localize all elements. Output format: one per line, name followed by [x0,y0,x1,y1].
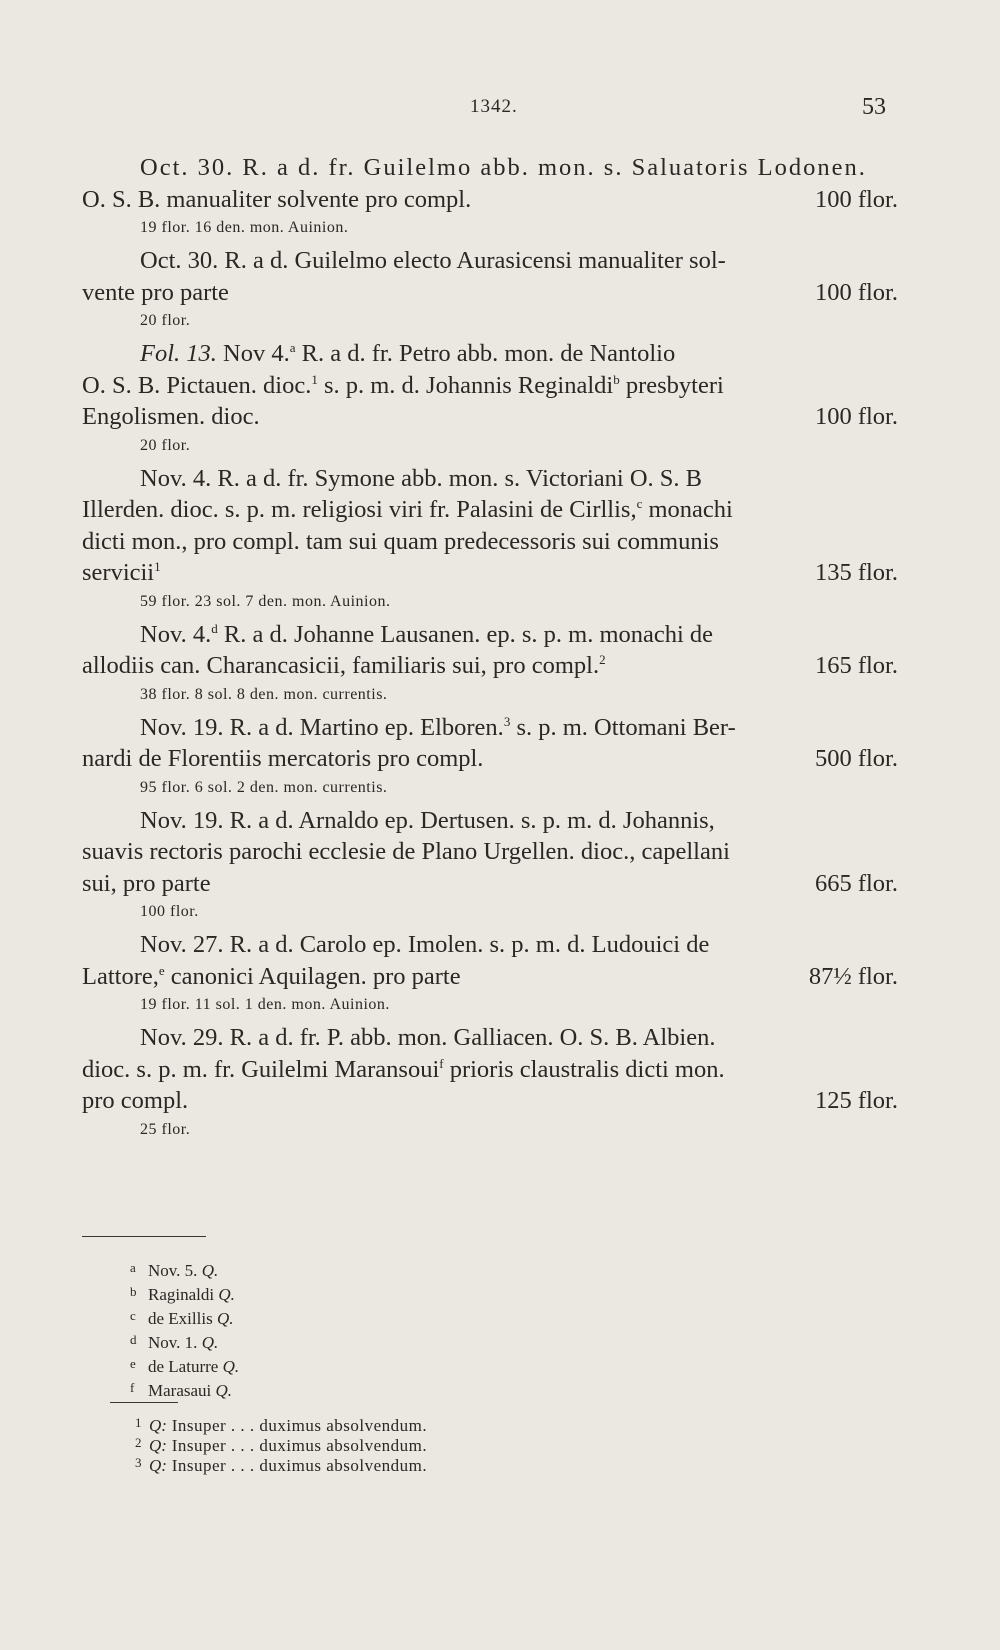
entry-line: Nov. 19. R. a d. Martino ep. Elboren.$^3$ s. p. m. Ottomani Ber- [140,713,736,741]
entry [82,712,898,799]
footnote-marker: f [439,1055,444,1071]
entry-line: O. S. B. Pictauen. dioc.$^1$ s. p. m. d. Johannis Reginaldi$^b$ presbyteri [82,371,724,399]
footnote-divider [82,1236,206,1237]
entry-amount: 135 flor. [814,559,898,586]
entry-amount: 87½ flor. [808,962,898,990]
entry-line: Nov. 19. R. a d. Arnaldo ep. Dertusen. s. p. m. d. Johannis, [140,806,715,834]
footnote: 2 Q: Insuper . . . duximus absolvendum. [135,1435,428,1455]
entry-line: Lattore,$^e$ canonici Aquilagen. pro parte 87½ flor. [82,961,898,993]
footnote: a Nov. 5. Q. [130,1256,530,1280]
entry-amount: 500 flor. [814,745,898,772]
entry-line: Fol. 13. Nov 4.$^a$ R. a d. fr. Petro abb. mon. de Nantolio [140,340,676,367]
footnote-mark: d [130,1332,137,1347]
footnote: b Raginaldi Q. [130,1280,530,1304]
footnote: e de Laturre Q. [130,1352,530,1376]
entry-note: 25 flor. [140,1120,191,1138]
footnote: f Marasaui Q. [130,1376,530,1400]
footnote-marker: 2 [599,652,606,667]
footnote-mark: c [130,1308,136,1323]
entry-line: Nov. 4.$^d$ R. a d. Johanne Lausanen. ep. s. p. m. monachi de [140,620,714,648]
entry [82,929,898,1016]
footnote-mark: 2 [135,1435,142,1450]
entry-line: nardi de Florentiis mercatoris pro compl. 500 flor. [82,743,898,775]
entry-line-text: vente pro parte [82,278,229,306]
entry-line: pro compl. 125 flor. [82,1085,898,1117]
entry-note: 38 flor. 8 sol. 8 den. mon. currentis. [140,685,388,703]
entry-line: Oct. 30. R. a d. Guilelmo electo Aurasicensi manualiter sol- [140,247,726,274]
entry-amount: 665 flor. [814,869,898,897]
entry-amount: 100 flor. [814,185,898,213]
footnote-marker: 1 [311,371,318,387]
footnotes-numbered [135,1413,735,1473]
entry-line: Nov. 4. R. a d. fr. Symone abb. mon. s. Victoriani O. S. B [140,464,703,492]
footnote-marker: 3 [503,713,511,729]
entry-line: Nov. 27. R. a d. Carolo ep. Imolen. s. p. m. d. Ludouici de [140,931,710,958]
entry-note: 95 flor. 6 sol. 2 den. mon. currentis. [140,778,388,796]
entry-line: servicii$^1$ 135 flor. [82,557,898,589]
entry-line-text: O. S. B. manualiter solvente pro compl. [82,185,472,213]
footnotes-variants [130,1256,530,1400]
entry [82,463,898,613]
footnote-mark: e [130,1356,136,1371]
footnote: 1 Q: Insuper . . . duximus absolvendum. [135,1415,428,1435]
entry-line: allodiis can. Charancasicii, familiaris sui, pro compl.$^2$ 165 flor. [82,650,898,682]
footnote-mark: 3 [135,1455,142,1470]
footnote-mark: f [130,1380,135,1395]
entry-line: Oct. 30. R. a d. fr. Guilelmo abb. mon. s. Saluatoris Lodonen. [140,154,867,181]
entry-line [82,277,898,309]
footnote-marker: d [211,620,218,636]
footnote: c de Exillis Q. [130,1304,530,1328]
entry-amount: 100 flor. [814,278,898,306]
entry [82,1022,898,1141]
entry-line: Illerden. dioc. s. p. m. religiosi viri fr. Palasini de Cirllis,$^c$ monachi [82,496,733,523]
entry-note: 59 flor. 23 sol. 7 den. mon. Auinion. [140,592,391,610]
entry-amount: 165 flor. [814,652,898,679]
footnote-mark: b [130,1284,137,1299]
footnote-marker: a [289,340,296,355]
entry-note: 100 flor. [140,903,199,920]
folio-reference: Fol. 13. [140,340,217,367]
entry-line: sui, pro parte 665 flor. [82,868,898,900]
entry [82,245,898,332]
entry-note: 19 flor. 16 den. mon. Auinion. [140,219,349,236]
entry-amount: 100 flor. [814,403,898,430]
entry-line: suavis rectoris parochi ecclesie de Plano Urgellen. dioc., capellani [82,838,730,865]
footnote-marker: c [636,496,643,511]
entry-note: 19 flor. 11 sol. 1 den. mon. Auinion. [140,996,390,1013]
entry-line [82,184,898,216]
entry [82,805,898,924]
page-header [0,96,1000,126]
footnote: 3 Q: Insuper . . . duximus absolvendum. [135,1455,428,1475]
entry-line: dioc. s. p. m. fr. Guilelmi Maransoui$^f$ prioris claustralis dicti mon. [82,1055,725,1083]
entry [82,619,898,706]
footnote-mark: 1 [135,1415,142,1430]
footnote-marker: b [613,371,620,387]
entry [82,152,898,239]
footnote: d Nov. 1. Q. [130,1328,530,1352]
footnote-mark: a [130,1260,136,1275]
entry-line: dicti mon., pro compl. tam sui quam predecessoris sui communis [82,527,719,555]
header-year: 1342. [470,96,518,117]
page-number: 53 [862,94,886,120]
document-body [82,152,898,1147]
footnote-marker: e [158,962,165,978]
entry-line: Nov. 29. R. a d. fr. P. abb. mon. Galliacen. O. S. B. Albien. [140,1024,716,1051]
entry-amount: 125 flor. [814,1087,898,1114]
footnote-divider [110,1402,178,1403]
entry-note: 20 flor. [140,436,191,454]
entry [82,338,898,457]
entry-line: Engolismen. dioc. 100 flor. [82,401,898,433]
entry-note: 20 flor. [140,312,191,329]
footnote-marker: 1 [154,559,161,574]
